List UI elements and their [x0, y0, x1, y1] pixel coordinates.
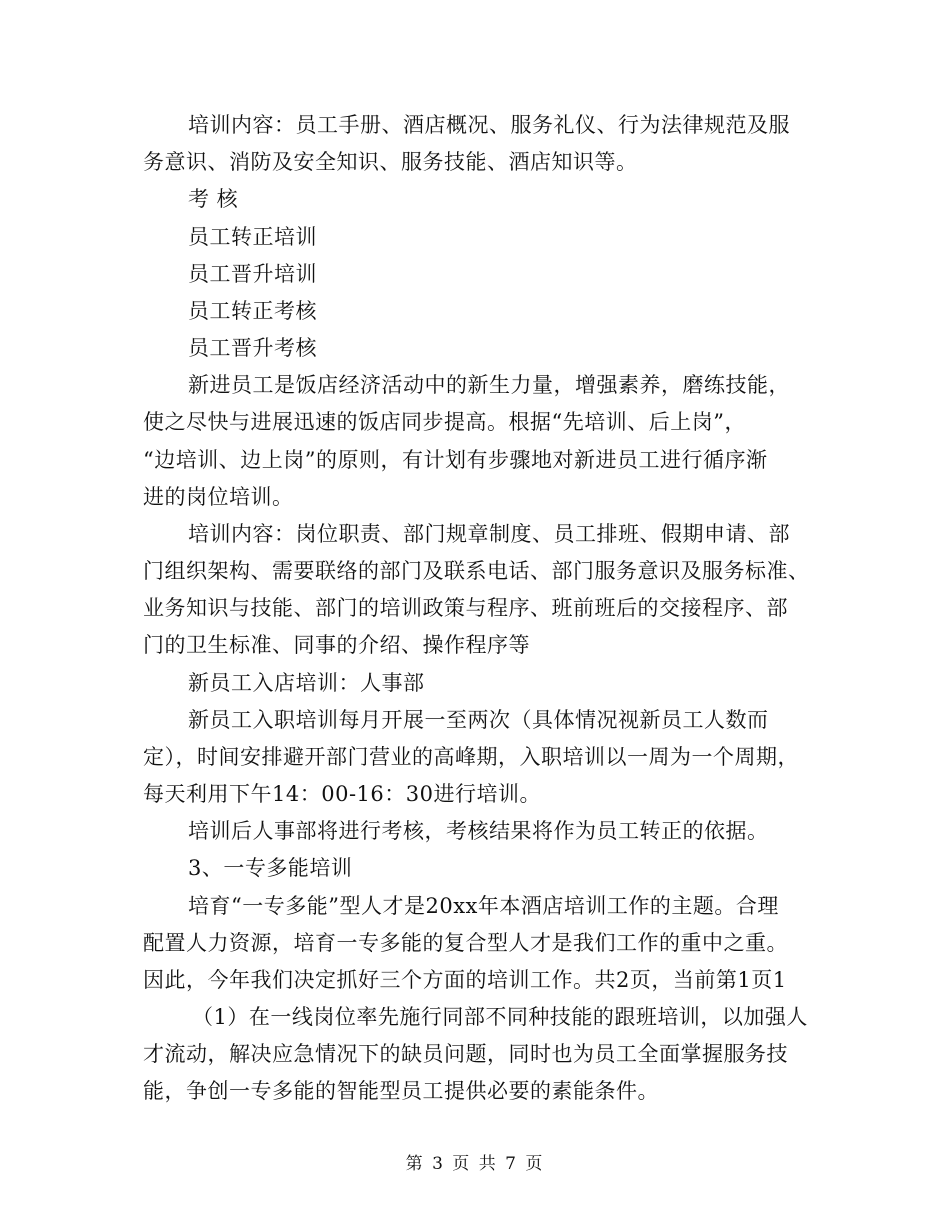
paragraph-line: 新员工入职培训每月开展一至两次（具体情况视新员工人数而 — [188, 708, 769, 732]
paragraph-line: 才流动，解决应急情况下的缺员问题，同时也为员工全面掌握服务技 — [143, 1042, 788, 1066]
paragraph-line: 务意识、消防及安全知识、服务技能、酒店知识等。 — [143, 150, 638, 174]
paragraph-line: 新员工入店培训：人事部 — [188, 671, 425, 695]
paragraph-line: 培训内容：岗位职责、部门规章制度、员工排班、假期申请、部 — [188, 522, 790, 546]
heading-line: 考 核 — [188, 187, 239, 211]
paragraph-line: 配置人力资源，培育一专多能的复合型人才是我们工作的重中之重。 — [143, 931, 788, 955]
list-item: 员工转正考核 — [188, 299, 317, 323]
paragraph-line: 因此，今年我们决定抓好三个方面的培训工作。共2页，当前第1页1 — [143, 968, 787, 992]
paragraph-line: 使之尽快与进展迅速的饭店同步提高。根据“先培训、后上岗”， — [143, 410, 746, 434]
paragraph-line: 门的卫生标准、同事的介绍、操作程序等 — [143, 633, 530, 657]
paragraph-line: 业务知识与技能、部门的培训政策与程序、班前班后的交接程序、部 — [143, 596, 788, 620]
paragraph-line: 每天利用下午14：00-16：30进行培训。 — [143, 782, 541, 806]
paragraph-line: 门组织架构、需要联络的部门及联系电话、部门服务意识及服务标准、 — [143, 559, 810, 583]
paragraph-line: （1）在一线岗位率先施行同部不同种技能的跟班培训，以加强人 — [192, 1005, 808, 1029]
section-heading: 3、一专多能培训 — [188, 856, 353, 880]
paragraph-line: 培训内容：员工手册、酒店概况、服务礼仪、行为法律规范及服 — [188, 113, 790, 137]
paragraph-line: “边培训、边上岗”的原则，有计划有步骤地对新进员工进行循序渐 — [143, 448, 768, 472]
list-item: 员工转正培训 — [188, 225, 317, 249]
page-footer: 第 3 页 共 7 页 — [405, 1154, 545, 1174]
list-item: 员工晋升考核 — [188, 336, 317, 360]
paragraph-line: 定），时间安排避开部门营业的高峰期，入职培训以一周为一个周期， — [143, 745, 799, 769]
paragraph-line: 培训后人事部将进行考核，考核结果将作为员工转正的依据。 — [188, 819, 769, 843]
list-item: 员工晋升培训 — [188, 262, 317, 286]
paragraph-line: 新进员工是饭店经济活动中的新生力量，增强素养，磨练技能， — [188, 373, 790, 397]
paragraph-line: 能，争创一专多能的智能型员工提供必要的素能条件。 — [143, 1079, 659, 1103]
paragraph-line: 培育“一专多能”型人才是20xx年本酒店培训工作的主题。合理 — [188, 894, 779, 918]
paragraph-line: 进的岗位培训。 — [143, 485, 294, 509]
